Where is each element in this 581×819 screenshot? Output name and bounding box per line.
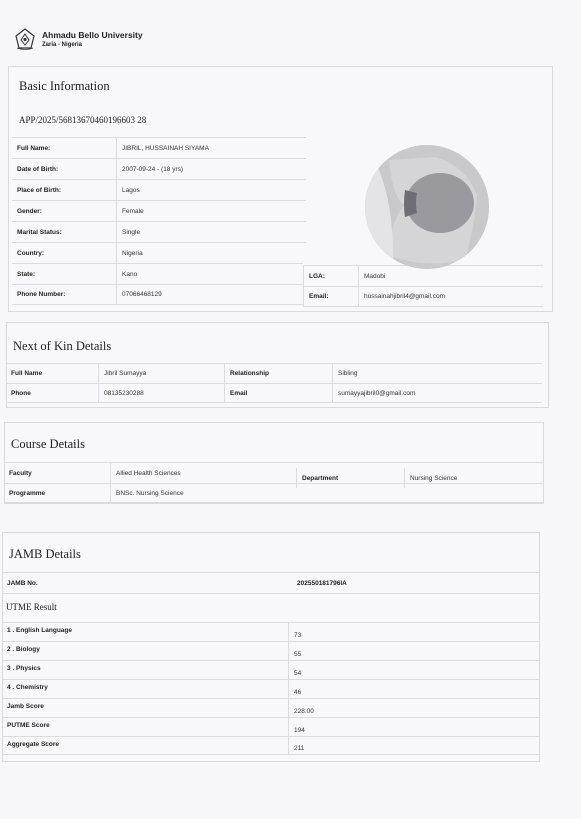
utme-result-value: 194 — [288, 718, 540, 736]
utme-result-row — [2, 698, 540, 717]
basic-info-label: Phone Number: — [17, 291, 66, 298]
course-row-2 — [4, 483, 544, 503]
basic-info-value: JIBRIL, HUSSAINAH SIYAMA — [116, 138, 306, 158]
utme-result-label: Aggregate Score — [7, 741, 60, 748]
basic-info-row — [12, 200, 306, 221]
email-row — [303, 286, 543, 307]
jamb-no-label: JAMB No. — [7, 579, 38, 587]
basic-info-value: Single — [116, 222, 306, 242]
department-label: Department — [296, 468, 404, 488]
basic-info-row — [12, 284, 303, 305]
photo-placeholder-icon — [365, 145, 489, 269]
university-name: Ahmadu Bello University — [42, 29, 143, 40]
utme-result-label: 4 . Chemistry — [7, 684, 48, 691]
basic-info-row — [12, 179, 306, 200]
lga-label: LGA: — [303, 266, 358, 286]
programme-value: BNSc. Nursing Science — [110, 484, 296, 502]
basic-info-label: Marital Status: — [17, 228, 62, 236]
basic-info-row — [12, 158, 306, 179]
programme-label: Programme — [9, 489, 46, 497]
basic-info-value: Nigeria — [116, 243, 306, 263]
basic-info-label: Gender: — [17, 207, 42, 215]
utme-result-label: 3 . Physics — [7, 665, 41, 672]
utme-result-value: 73 — [288, 623, 540, 641]
basic-info-label: Country: — [17, 249, 45, 257]
university-crest-icon — [14, 28, 36, 50]
basic-info-label: State: — [17, 270, 36, 278]
email-value: hussainahjibril4@gmail.com — [358, 287, 543, 306]
faculty-value: Allied Health Sciences — [110, 463, 296, 483]
utme-result-value: 228.00 — [288, 699, 540, 717]
kin-full-name-label: Full Name — [11, 370, 43, 377]
basic-info-row — [12, 221, 306, 242]
applicant-photo — [365, 145, 489, 269]
utme-result-row — [2, 660, 540, 679]
utme-result-value: 46 — [288, 680, 540, 698]
kin-relationship-label: Relationship — [224, 364, 332, 383]
utme-result-label: 2 . Biology — [7, 646, 40, 653]
utme-result-row — [2, 641, 540, 660]
department-value: Nursing Science — [404, 468, 544, 488]
course-row-1 — [4, 462, 544, 483]
utme-result-label: PUTME Score — [7, 722, 50, 729]
utme-result-label: Jamb Score — [7, 703, 44, 710]
kin-phone-label: Phone — [11, 389, 31, 397]
kin-row-2 — [6, 383, 542, 403]
utme-result-label: 1 . English Language — [7, 627, 73, 634]
jamb-no-row — [2, 572, 540, 594]
basic-info-value: Kano — [116, 264, 306, 284]
application-number: APP/2025/56813670460196603 28 — [19, 115, 147, 125]
basic-info-value: 2007-09-24 - (18 yrs) — [116, 159, 306, 179]
basic-info-label: Full Name: — [17, 144, 51, 152]
basic-info-value: Female — [116, 201, 306, 221]
email-label: Email: — [303, 287, 358, 306]
basic-info-row — [12, 263, 303, 284]
course-details-title: Course Details — [11, 437, 85, 451]
utme-result-row — [2, 717, 540, 736]
jamb-no-value: 202550181796IA — [297, 579, 347, 587]
jamb-details-title: JAMB Details — [9, 547, 81, 561]
kin-row-1 — [6, 363, 542, 383]
faculty-label: Faculty — [9, 469, 32, 477]
basic-information-title: Basic Information — [19, 79, 110, 93]
kin-email-value: sumayyajibril0@gmail.com — [332, 384, 542, 402]
kin-email-label: Email — [224, 384, 332, 402]
basic-info-value: Lagos — [116, 180, 306, 200]
utme-result-value: 54 — [288, 661, 540, 679]
kin-full-name-value: Jibril Sumayya — [98, 364, 224, 383]
utme-result-title: UTME Result — [6, 602, 57, 612]
utme-result-value: 55 — [288, 642, 540, 660]
basic-info-row — [12, 242, 306, 263]
basic-info-label: Place of Birth: — [17, 186, 62, 194]
basic-info-label: Date of Birth: — [17, 165, 59, 173]
next-of-kin-title: Next of Kin Details — [13, 339, 112, 353]
kin-relationship-value: Sibling — [332, 364, 542, 383]
document-header — [14, 28, 143, 50]
basic-info-value: 07066468129 — [116, 285, 306, 304]
university-location: Zaria - Nigeria — [42, 41, 83, 48]
utme-result-row — [2, 736, 540, 755]
basic-info-row — [12, 137, 306, 158]
utme-result-row — [2, 679, 540, 698]
utme-result-row — [2, 622, 540, 641]
lga-value: Madobi — [358, 266, 543, 286]
utme-result-value: 211 — [288, 737, 540, 754]
kin-phone-value: 08135230288 — [98, 384, 224, 402]
